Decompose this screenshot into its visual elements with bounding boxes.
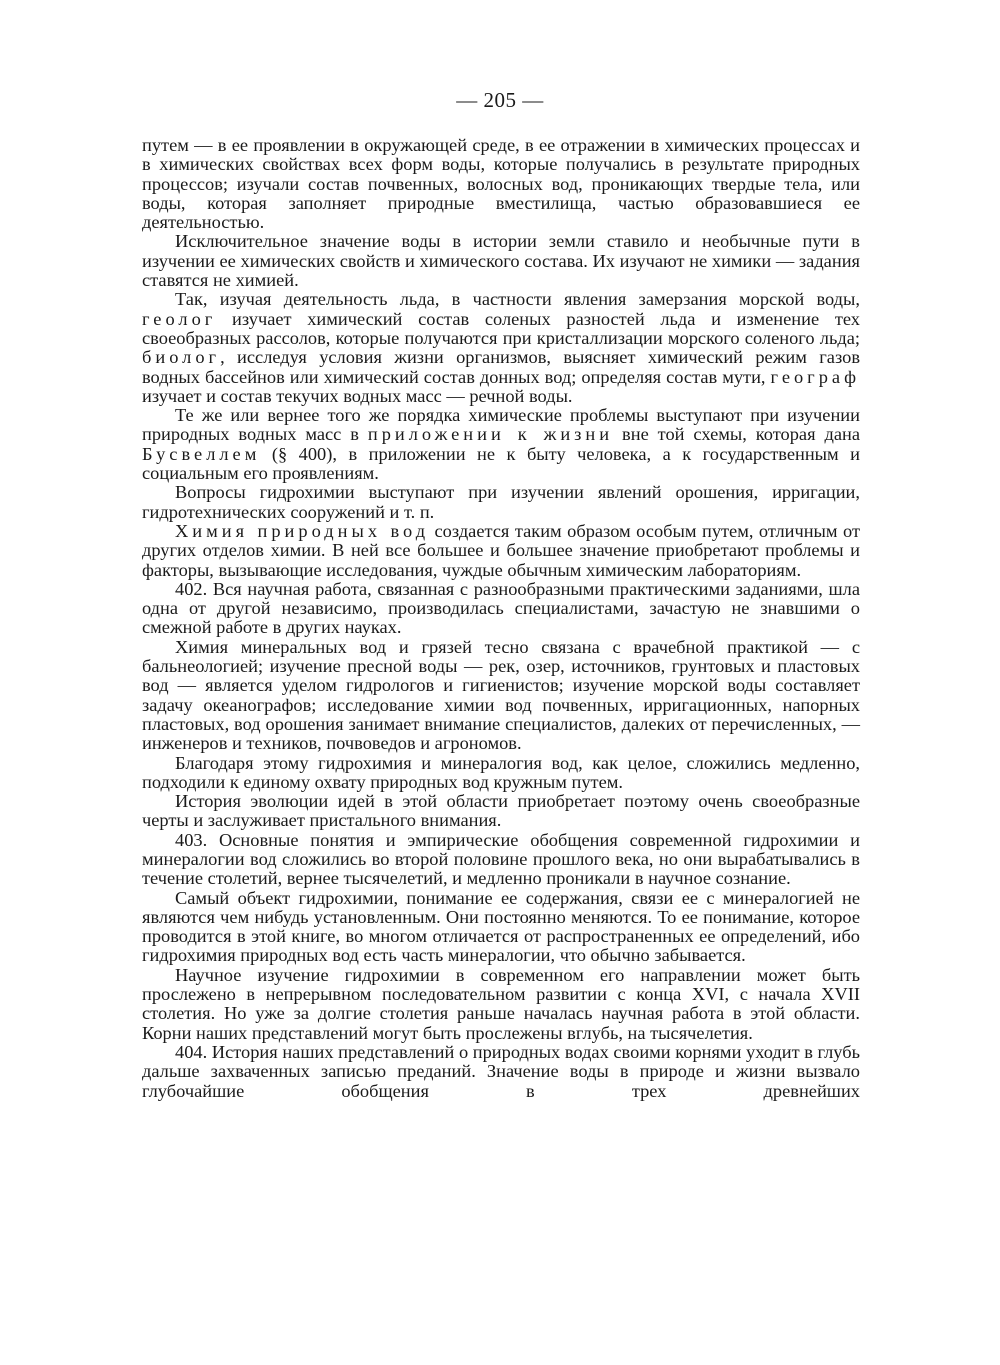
paragraph-3 [142, 290, 860, 406]
paragraph-12: Самый объект гидрохимии, понимание ее содержания, связи ее с минералогией не являются чем нибудь установленным. Они постоянно меняются. То ее понимание, которое проводится в этой книге, во многом отличается от распространенных ее определений, ибо гидрохимия природных вод есть часть минералогии, что обычно забывается. [142, 887, 860, 966]
paragraph-11: 403. Основные понятия и эмпирические обобщения современной гидрохимии и минералогии вод сложились во второй половине прошлого века, но они вырабатывались в течение столетий, вернее тысячелетий, и медленно проникали в научное сознание. [142, 829, 860, 889]
emphasis-khimiya-prirodnykh-vod: Химия природных вод [175, 520, 430, 541]
paragraph-4 [142, 406, 860, 483]
paragraph-1: путем — в ее проявлении в окружающей среде, в ее отражении в химических процессах и в химических свойствах всех форм воды, которые получались в результате природных процессов; изучали состав почвенных, волосных вод, проникающих твердые тела, или воды, которая заполняет природные вместилища, частью образовавшиеся ее деятельностью. [142, 135, 860, 233]
emphasis-geolog: геолог [142, 308, 217, 329]
paragraph-6-text-1: создается таким образом особым путем, отличным от других отделов химии. В ней все большее и большее значение приобретают проблемы и факторы, вызывающие исследования, чуждые обычным химическим лабораториям. [142, 520, 861, 580]
body-text [142, 136, 860, 1101]
emphasis-geograf: географ [770, 366, 860, 387]
paragraph-5: Вопросы гидрохимии выступают при изучении явлений орошения, ирригации, гидротехнических сооружений и т. п. [142, 482, 860, 522]
page-number: — 205 — [456, 88, 544, 112]
paragraph-3-text-2: изучает химический состав соленых разностей льда и изменение тех своеобразных рассолов, которые получаются при кристаллизации морского соленого льда; [142, 308, 860, 348]
paragraph-4-text-3: (§ 400), в приложении не к быту человека, а к государственным и социальным его проявлениям. [142, 443, 860, 484]
paragraph-4-text-1: Те же или вернее того же порядка химические проблемы выступают при изучении природных водных масс в [142, 405, 860, 445]
paragraph-2: Исключительное значение воды в истории земли ставило и необычные пути в изучении ее химических свойств и химического состава. Их изучают не химики — задания ставятся не химией. [142, 231, 860, 291]
paragraph-14: 404. История наших представлений о природных водах своими корнями уходит в глубь дальше захваченных записью преданий. Значение воды в природе и жизни вызвало глубочайшие обобщения в трех древнейших [142, 1041, 860, 1101]
paragraph-6 [142, 522, 860, 580]
paragraph-3-text-4: изучает и состав текучих водных масс — речной воды. [142, 385, 573, 406]
paragraph-9: Благодаря этому гидрохимия и минералогия вод, как целое, сложились медленно, подходили к единому охвату природных вод кружным путем. [142, 752, 860, 792]
paragraph-3-text-3: , исследуя условия жизни организмов, выясняет химический режим газов водных бассейнов или химический состав донных вод; определяя состав мути, [142, 347, 860, 387]
paragraph-8: Химия минеральных вод и грязей тесно связана с врачебной практикой — с бальнеологией; изучение пресной воды — рек, озер, источников, грунтовых и пластовых вод — является уделом гидрологов и гигиенистов; изучение морской воды составляет задачу океанографов; исследование химии вод почвенных, ирригационных, напорных пластовых, вод орошения занимает внимание специалистов, далеких от перечисленных, — инженеров и техников, почвоведов и агрономов. [142, 636, 860, 754]
paragraph-10: История эволюции идей в этой области приобретает поэтому очень своеобразные черты и заслуживает пристального внимания. [142, 791, 860, 831]
emphasis-biolog: биолог [142, 347, 221, 368]
paragraph-13: Научное изучение гидрохимии в современном его направлении может быть прослежено в непрерывном последовательном развитии с конца XVI, с начала XVII столетия. Но уже за долгие столетия раньше началась научная работа в этой области. Корни наших представлений могут быть прослежены вглубь, на тысячелетия. [142, 964, 860, 1043]
paragraph-7: 402. Вся научная работа, связанная с разнообразными практическими заданиями, шла одна от другой независимо, производилась специалистами, зачастую не знавшими о смежной работе в других науках. [142, 578, 860, 638]
emphasis-prilozhenii: приложении к жизни [367, 424, 614, 445]
paragraph-4-text-2: вне той схемы, которая дана [613, 424, 860, 445]
emphasis-busvellem: Бусвеллем [142, 443, 261, 464]
paragraph-3-text-1: Так, изучая деятельность льда, в частности явления замерзания морской воды, [175, 289, 860, 310]
